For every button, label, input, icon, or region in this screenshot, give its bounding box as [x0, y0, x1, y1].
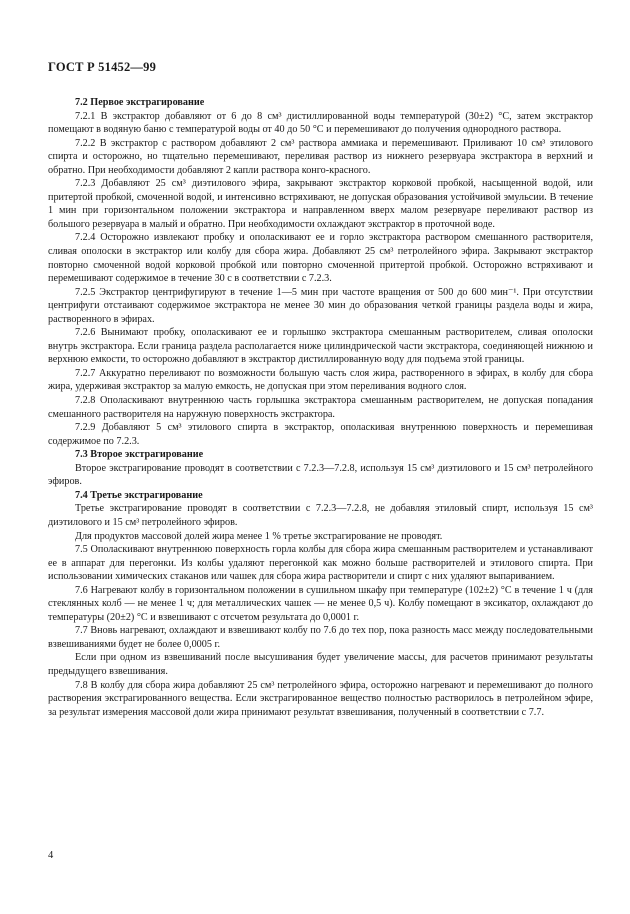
- page-header-standard-title: ГОСТ Р 51452—99: [48, 60, 157, 74]
- paragraph: 7.8 В колбу для сбора жира добавляют 25 см³ петролейного эфира, осторожно нагревают и перемешивают до полного растворения экстрагированного вещества. Если экстрагированное вещество полностью растворилось в петролейном эфире, за результат измерения массовой доли жира принимают результат взвешивания, полученный в соответствии с 7.7.: [48, 679, 593, 718]
- paragraph: 7.2.4 Осторожно извлекают пробку и ополаскивают ее и горло экстрактора раствором смешанного растворителя, сливая ополоски в экстрактор или колбу для сбора жира. Добавляют 25 см³ петролейного эфира. Закрывают экстрактор повторно смоченной водой корковой пробкой или повторно смоченной притертой пробкой. Осторожно встряхивают и перемешивают содержимое в течение 30 с в соответствии с 7.2.3.: [48, 232, 593, 285]
- section-heading: 7.4 Третье экстрагирование: [75, 489, 203, 501]
- paragraph: Для продуктов массовой долей жира менее 1 % третье экстрагирование не проводят.: [75, 530, 443, 542]
- paragraph: 7.2.5 Экстрактор центрифугируют в течение 1—5 мин при частоте вращения от 500 до 600 мин⁻¹. При отсутствии центрифуги отстаивают содержимое экстрактора не менее 30 мин до образования четкой границы раздела воды и жира, растворенного в эфирах.: [48, 286, 593, 325]
- document-body: [48, 96, 593, 719]
- page-number: 4: [48, 850, 54, 861]
- paragraph: 7.5 Ополаскивают внутреннюю поверхность горла колбы для сбора жира смешанным растворителем и устанавливают ее в аппарат для перегонки. Из колбы удаляют перегонкой как можно больше растворителей и этилового спирта. При использовании химических стаканов или чашек для сбора жира растворители и спирт с них удаляют выпариванием.: [48, 544, 593, 583]
- paragraph: Третье экстрагирование проводят в соответствии с 7.2.3—7.2.8, не добавляя этиловый спирт, используя 15 см³ диэтилового и 15 см³ петролейного эфиров.: [48, 503, 593, 528]
- paragraph: 7.2.2 В экстрактор с раствором добавляют 2 см³ раствора аммиака и перемешивают. Приливают 10 см³ этилового спирта и осторожно, но тщательно перемешивают, переливая раствор из нижнего резервуара экстрактора в верхний и обратно. При необходимости добавляют 2 капли раствора конго-красного.: [48, 137, 593, 176]
- paragraph: Второе экстрагирование проводят в соответствии с 7.2.3—7.2.8, используя 15 см³ диэтилового и 15 см³ петролейного эфиров.: [48, 462, 593, 488]
- paragraph: 7.6 Нагревают колбу в горизонтальном положении в сушильном шкафу при температуре (102±2) °С в течение 1 ч (для стеклянных колб — не менее 1 ч; для металлических чашек — не менее 0,5 ч). Колбу помещают в эксикатор, охлаждают до температуры (20±2) °С и взвешивают с отсчетом результата до 0,0001 г.: [48, 584, 593, 623]
- paragraph: 7.2.1 В экстрактор добавляют от 6 до 8 см³ дистиллированной воды температурой (30±2) °С, затем экстрактор помещают в водяную баню с температурой воды от 40 до 50 °С и перемешивают до получения однородного раствора.: [48, 110, 593, 136]
- paragraph: 7.2.6 Вынимают пробку, ополаскивают ее и горлышко экстрактора смешанным растворителем, сливая ополоски внутрь экстрактора. Если граница раздела располагается ниже цилиндрической части экстрактора, соединяющей нижнюю и верхнюю емкости, то осторожно добавляют в экстрактор дистиллированную воду для подъема этой границы.: [48, 327, 593, 366]
- section-heading: 7.3 Второе экстрагирование: [75, 449, 204, 461]
- paragraph: Если при одном из взвешиваний после высушивания будет увеличение массы, для расчетов принимают результаты предыдущего взвешивания.: [48, 652, 593, 677]
- section-heading: 7.2 Первое экстрагирование: [75, 97, 205, 108]
- paragraph: 7.7 Вновь нагревают, охлаждают и взвешивают колбу по 7.6 до тех пор, пока разность масс между последовательными взвешиваниями будет не более 0,0005 г.: [48, 625, 593, 650]
- paragraph: 7.2.8 Ополаскивают внутреннюю часть горлышка экстрактора смешанным растворителем, не допуская попадания смешанного растворителя на наружную поверхность экстрактора.: [48, 395, 593, 420]
- paragraph: 7.2.7 Аккуратно переливают по возможности большую часть слоя жира, растворенного в эфирах, в колбу для сбора жира, удерживая экстрактор за малую емкость, не допуская при этом переливания водного слоя.: [48, 367, 593, 393]
- paragraph: 7.2.3 Добавляют 25 см³ диэтилового эфира, закрывают экстрактор корковой пробкой, насыщенной водой, или притертой пробкой, смоченной водой, и интенсивно встряхивают, не допуская образования устойчивой эмульсии. В течение 1 мин при горизонтальном положении экстрактора и направленном вверх малом резервуаре переливают раствор из большого резервуара в малый и обратно. При необходимости охлаждают экстрактор в проточной воде.: [48, 178, 593, 230]
- paragraph: 7.2.9 Добавляют 5 см³ этилового спирта в экстрактор, ополаскивая внутреннюю поверхность и перемешивая содержимое по 7.2.3.: [48, 422, 593, 447]
